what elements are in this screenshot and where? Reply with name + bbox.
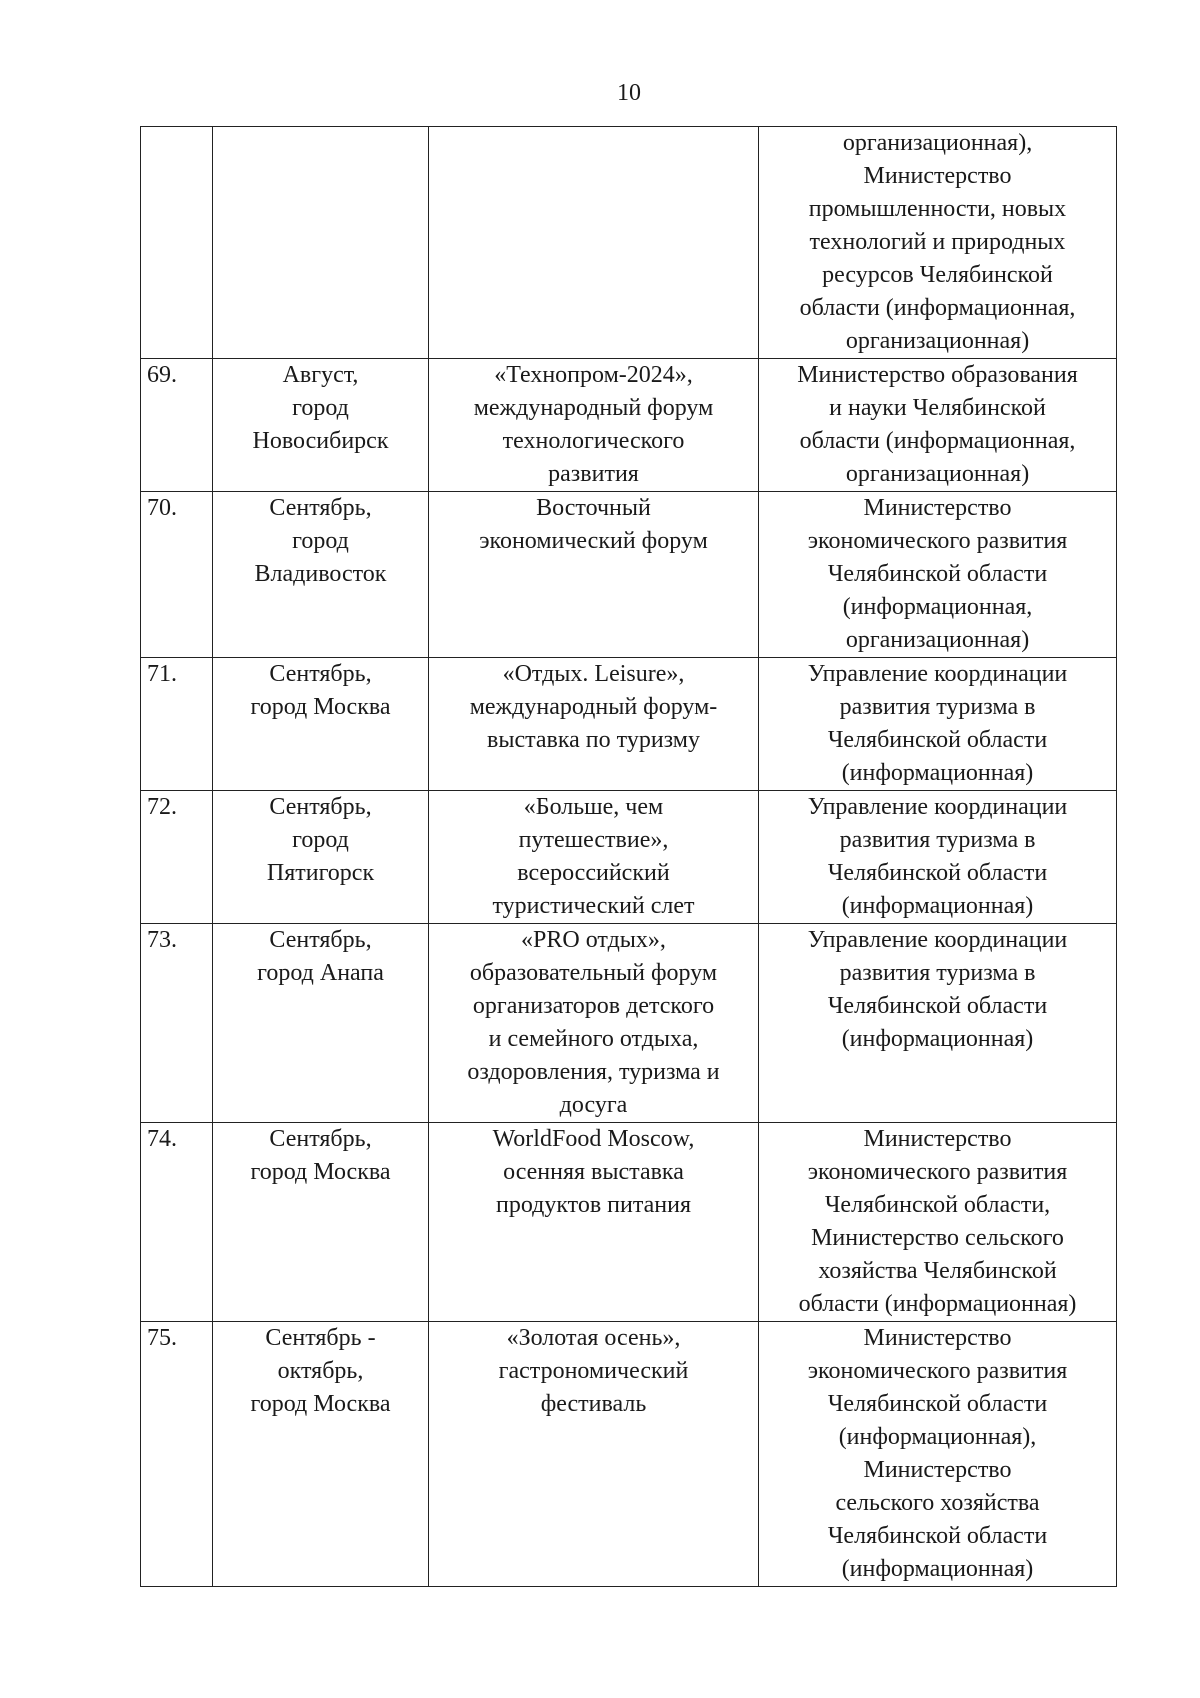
event-cell: Восточный экономический форум bbox=[429, 492, 759, 658]
organizer-cell: Управление координации развития туризма в Челябинской области (информационная) bbox=[759, 924, 1117, 1123]
date-place-cell: Август, город Новосибирск bbox=[213, 359, 429, 492]
row-number-cell: 74. bbox=[141, 1123, 213, 1322]
row-number-cell: 69. bbox=[141, 359, 213, 492]
table-row bbox=[141, 1322, 1117, 1587]
event-cell: «Больше, чем путешествие», всероссийский туристический слет bbox=[429, 791, 759, 924]
event-cell: «PRO отдых», образовательный форум организаторов детского и семейного отдыха, оздоровления, туризма и досуга bbox=[429, 924, 759, 1123]
event-cell: «Отдых. Leisure», международный форум- выставка по туризму bbox=[429, 658, 759, 791]
table-row bbox=[141, 1123, 1117, 1322]
organizer-cell: Министерство образования и науки Челябинской области (информационная, организационная) bbox=[759, 359, 1117, 492]
date-place-cell bbox=[213, 127, 429, 359]
event-cell: WorldFood Moscow, осенняя выставка продуктов питания bbox=[429, 1123, 759, 1322]
date-place-cell: Сентябрь, город Москва bbox=[213, 658, 429, 791]
date-place-cell: Сентябрь, город Пятигорск bbox=[213, 791, 429, 924]
event-cell: «Золотая осень», гастрономический фестиваль bbox=[429, 1322, 759, 1587]
event-cell: «Технопром-2024», международный форум технологического развития bbox=[429, 359, 759, 492]
page-number: 10 bbox=[617, 80, 641, 106]
date-place-cell: Сентябрь, город Анапа bbox=[213, 924, 429, 1123]
organizer-cell: Министерство экономического развития Челябинской области (информационная, организационная) bbox=[759, 492, 1117, 658]
organizer-cell: Управление координации развития туризма в Челябинской области (информационная) bbox=[759, 791, 1117, 924]
row-number-cell: 72. bbox=[141, 791, 213, 924]
events-table bbox=[140, 126, 1117, 1587]
table-row bbox=[141, 359, 1117, 492]
row-number-cell: 71. bbox=[141, 658, 213, 791]
table-row bbox=[141, 924, 1117, 1123]
organizer-cell: Управление координации развития туризма в Челябинской области (информационная) bbox=[759, 658, 1117, 791]
organizer-cell: организационная), Министерство промышленности, новых технологий и природных ресурсов Челябинской области (информационная, организационная) bbox=[759, 127, 1117, 359]
organizer-cell: Министерство экономического развития Челябинской области, Министерство сельского хозяйства Челябинской области (информационная) bbox=[759, 1123, 1117, 1322]
table-row bbox=[141, 127, 1117, 359]
row-number-cell bbox=[141, 127, 213, 359]
organizer-cell: Министерство экономического развития Челябинской области (информационная), Министерство сельского хозяйства Челябинской области (информационная) bbox=[759, 1322, 1117, 1587]
date-place-cell: Сентябрь, город Москва bbox=[213, 1123, 429, 1322]
row-number-cell: 75. bbox=[141, 1322, 213, 1587]
date-place-cell: Сентябрь, город Владивосток bbox=[213, 492, 429, 658]
event-cell bbox=[429, 127, 759, 359]
table-row bbox=[141, 492, 1117, 658]
table-row bbox=[141, 658, 1117, 791]
row-number-cell: 73. bbox=[141, 924, 213, 1123]
table-row bbox=[141, 791, 1117, 924]
row-number-cell: 70. bbox=[141, 492, 213, 658]
date-place-cell: Сентябрь - октябрь, город Москва bbox=[213, 1322, 429, 1587]
